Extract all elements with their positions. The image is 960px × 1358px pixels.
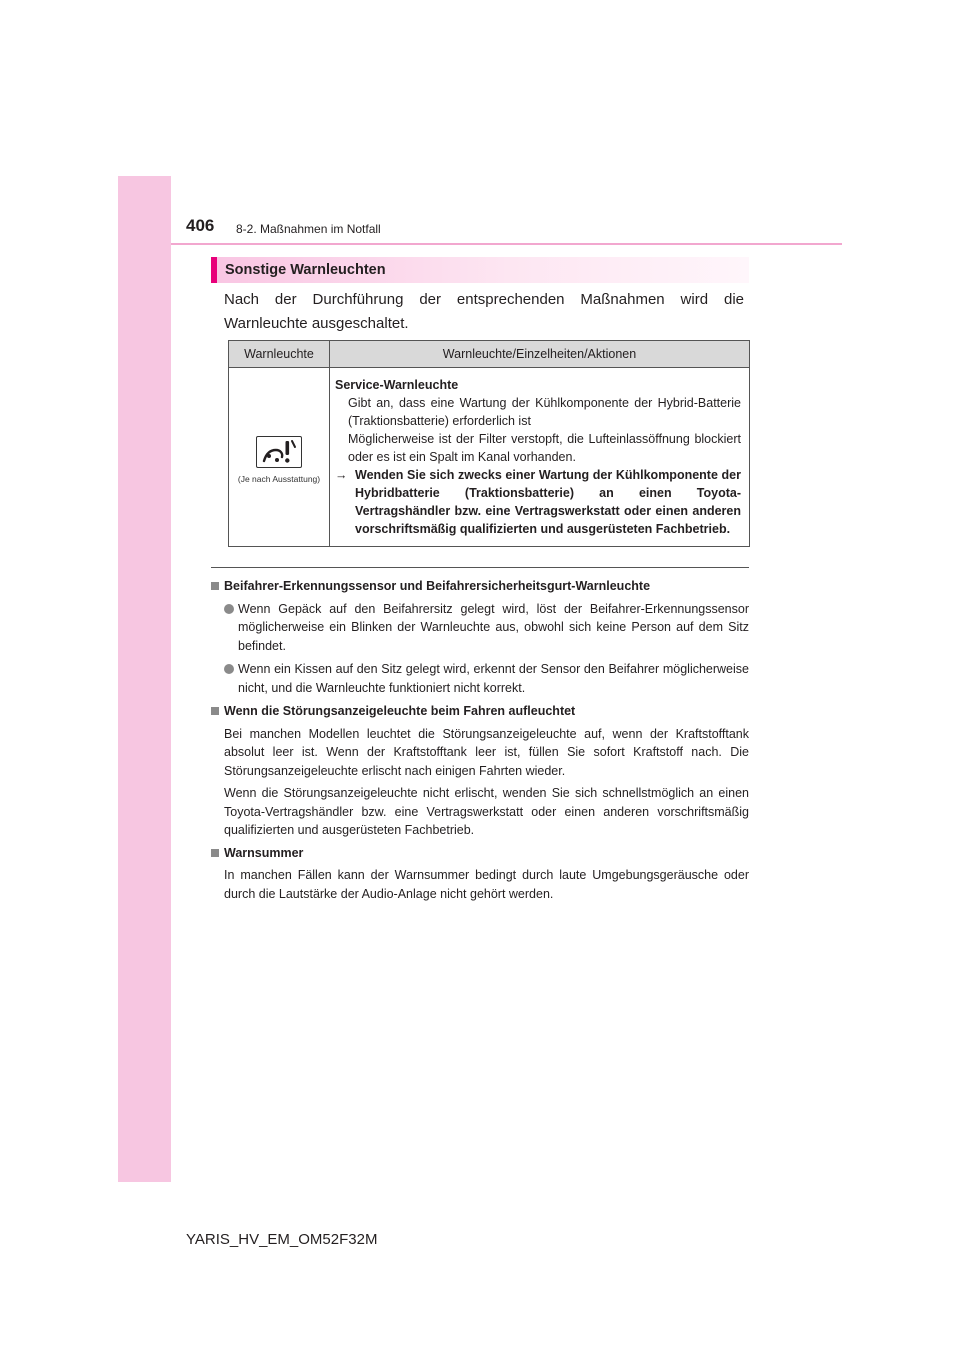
note-paragraph: In manchen Fällen kann der Warnsummer bedingt durch laute Umgebungsgeräusche oder durch die Lautstärke der Audio-Anlage nicht gehört werden. — [224, 868, 749, 901]
chapter-title: 8-2. Maßnahmen im Notfall — [236, 222, 381, 236]
table-header-warning-light: Warnleuchte — [229, 341, 330, 368]
equipment-note: (Je nach Ausstattung) — [237, 474, 321, 484]
header-rule — [171, 243, 842, 245]
notes-divider — [211, 567, 749, 568]
note-bullet-text: Wenn Gepäck auf den Beifahrersitz gelegt wird, löst der Beifahrer-Erkennungssensor möglicherweise ein Blinken der Warnleuchte aus, obwohl sich keine Person auf dem Sitz befindet. — [238, 601, 749, 653]
note-heading — [211, 702, 749, 721]
square-bullet-icon — [211, 707, 219, 715]
note-heading-text: Warnsummer — [224, 845, 304, 860]
note-heading-text: Wenn die Störungsanzeigeleuchte beim Fahren aufleuchtet — [224, 704, 576, 718]
section-intro: Nach der Durchführung der entsprechenden Maßnahmen wird die Warnleuchte ausgeschaltet. — [224, 291, 744, 332]
note-paragraph: Bei manchen Modellen leuchtet die Störungsanzeigeleuchte auf, wenn der Kraftstofftank absolut leer ist. Wenn der Kraftstofftank leer ist, füllen Sie sofort Kraftstoff nach. Die Störungsanzeigeleuchte erlischt nach einigen Fahrten wieder. — [224, 726, 749, 778]
note-bullet-text: Wenn ein Kissen auf den Sitz gelegt wird, erkennt der Sensor den Beifahrer möglicherweise nicht, und die Warnleuchte funktioniert nicht korrekt. — [238, 662, 749, 695]
section-title: Sonstige Warnleuchten — [211, 257, 749, 283]
warning-detail-2: Möglicherweise ist der Filter verstopft, die Lufteinlassöffnung blockiert oder es ist ein Spalt im Kanal vorhanden. — [348, 432, 741, 464]
note-heading-text: Beifahrer-Erkennungssensor und Beifahrersicherheitsgurt-Warnleuchte — [224, 579, 651, 593]
square-bullet-icon — [211, 849, 219, 857]
page-number: 406 — [186, 216, 215, 235]
document-code: YARIS_HV_EM_OM52F32M — [186, 1231, 378, 1248]
circle-bullet-icon — [224, 604, 234, 614]
circle-bullet-icon — [224, 664, 234, 674]
chapter-side-tab — [118, 176, 171, 1182]
arrow-right-icon: → — [335, 468, 348, 482]
warning-action-text: Wenden Sie sich zwecks einer Wartung der Kühlkomponente der Hybridbatterie (Traktionsbatterie) an einen Toyota-Vertragshändler bzw. eine Vertragswerkstatt oder einen anderen vorschriftsmäßig qualifizierten und ausgerüsteten Fachbetrieb. — [355, 468, 741, 536]
note-bullet — [211, 600, 749, 656]
note-bullet — [211, 660, 749, 697]
warning-action — [335, 466, 741, 538]
note-heading — [211, 577, 749, 596]
warning-title: Service-Warnleuchte — [335, 378, 459, 392]
warning-light-cell — [229, 368, 330, 547]
notes-section — [211, 577, 749, 907]
table-row — [229, 368, 750, 547]
note-paragraph: Wenn die Störungsanzeigeleuchte nicht erlischt, wenden Sie sich schnellstmöglich an einen Toyota-Vertragshändler bzw. eine Vertragswerkstatt oder einen anderen vorschriftsmäßig qualifizierten und ausgerüsteten Fachbetrieb. — [224, 786, 749, 837]
warning-light-table — [228, 340, 750, 547]
table-header-row — [229, 341, 750, 368]
square-bullet-icon — [211, 582, 219, 590]
details-cell — [330, 368, 750, 547]
table-header-details: Warnleuchte/Einzelheiten/Aktionen — [330, 341, 750, 368]
warning-detail-1: Gibt an, dass eine Wartung der Kühlkomponente der Hybrid-Batterie (Traktionsbatterie) erforderlich ist — [348, 396, 741, 428]
service-warning-light-icon — [256, 436, 302, 468]
note-heading — [211, 844, 749, 863]
